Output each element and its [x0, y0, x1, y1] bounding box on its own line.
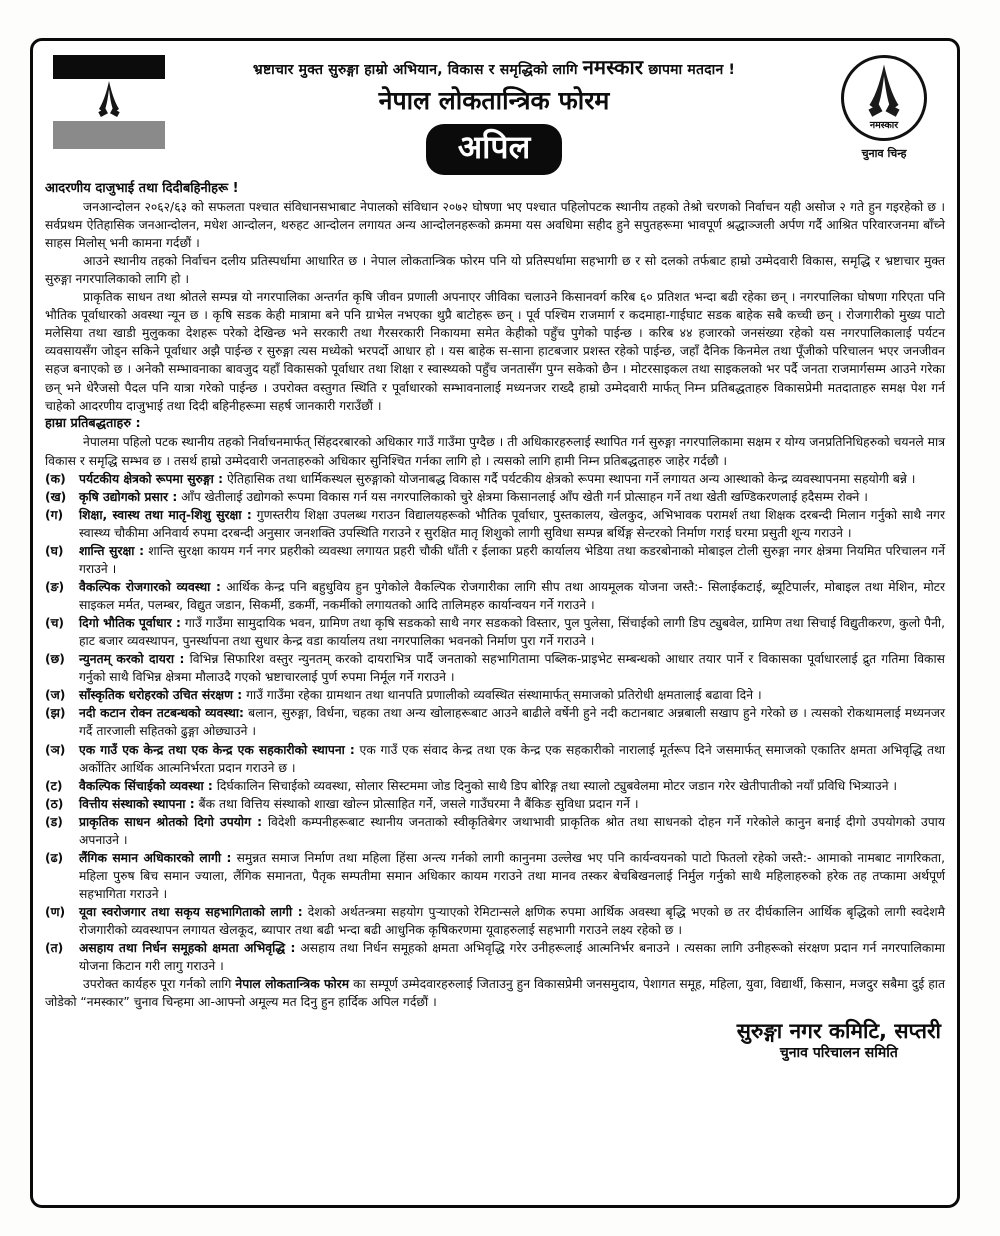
- document-border-frame: [30, 38, 960, 1208]
- election-symbol-circle: [841, 55, 927, 141]
- item-title: कृषि उद्योगको प्रसार :: [79, 489, 178, 504]
- item-letter: (ट): [45, 778, 63, 793]
- item-letter: (क): [45, 471, 66, 486]
- item-text: देशको अर्थतन्त्रमा सहयोग पुर्‍याएको रेमिटान्सले क्षणिक रुपमा आर्थिक अवस्था बृद्धि भएको छ तर दीर्घकालिन आर्थिक बृद्धिको लागी स्वदेशमै रोजगारीको व्यवस्थापन लगायत खेलकूद, ब्यापार तथा बढी भन्दा बढी आधुनिक कृषिकरणमा यूवाहरुलाई सहभागी गराउने लक्ष्य रहेको छ ।: [79, 905, 945, 938]
- slogan-prefix: भ्रष्टाचार मुक्त सुरुङ्गा हाम्रो अभियान, विकास र समृद्धिको लागि: [252, 62, 583, 78]
- commitment-item: [45, 506, 945, 542]
- item-letter: (घ): [45, 543, 64, 558]
- item-text: बैंक तथा वित्तिय संस्थाको शाखा खोल्न प्रोत्साहित गर्ने, जसले गाउँघरमा नै बैंकिङ सुविधा प्रदान गर्ने ।: [194, 796, 639, 811]
- item-letter: (ख): [45, 489, 67, 504]
- item-title: लैंगिक समान अधिकारको लागी :: [79, 850, 232, 865]
- commitment-item: [45, 488, 945, 506]
- item-title: प्राकृतिक साधन श्रोतको दिगो उपयोग :: [79, 814, 263, 829]
- slogan-line: [165, 53, 823, 80]
- item-title: यूवा स्वरोजगार तथा सकृय सहभागिताको लागी :: [79, 905, 303, 920]
- item-letter: (ञ): [45, 742, 66, 757]
- item-text: आँप खेतीलाई उद्योगको रूपमा विकास गर्न यस नगरपालिकाको चुरे क्षेत्रमा किसानलाई आँप खेती गर्न प्रोत्साहन गर्ने तथा खेती खण्डिकरणलाई हदैसम्म रोक्ने ।: [177, 489, 868, 504]
- item-title: न्युनतम् करको दायरा :: [79, 652, 185, 667]
- commitment-item: [45, 686, 945, 704]
- header-center: [165, 47, 823, 175]
- closing-suffix: का सम्पूर्ण उम्मेदवारहरुलाई जिताउनु हुन विकासप्रेमी जनसमुदाय, पेशागत समूह, महिला, युवा, विद्यार्थी, किसान, मजदुर सबैमा दुई हात जोडेको “नमस्कार” चुनाव चिन्हमा आ-आफ्नो अमूल्य मत दिनु हुन हार्दिक अपिल गर्दछौं ।: [45, 977, 945, 1010]
- item-letter: (च): [45, 616, 65, 631]
- commitments-intro: नेपालमा पहिलो पटक स्थानीय तहको निर्वाचनमार्फत् सिंहदरबारको अधिकार गाउँ गाउँमा पुग्दैछ । ती अधिकारहरुलाई स्थापित गर्न सुरुङ्गा नगरपालिकामा सक्षम र योग्य जनप्रतिनिधिहरुको चयनले मात्र विकास र समृद्धि सम्भव छ । तसर्थ हाम्रो उम्मेदवारी जनताहरुको अधिकार सुनिश्चित गर्नका लागि हो । त्यसको लागि हामी निम्न प्रतिबद्धताहरु जाहेर गर्दछौ ।: [45, 435, 945, 468]
- item-text: एक गाउँ एक संवाद केन्द्र तथा एक केन्द्र एक सहकारीको नारालाई मूर्तरूप दिने जसमार्फत् समाजको एकातिर क्षमता अभिवृद्धि तथा अर्कोतिर आर्थिक आत्मनिर्भरता प्रदान गराउने छ ।: [79, 742, 945, 775]
- item-text: आर्थिक केन्द्र पनि बहुधुविय हुन पुगेकोले वैकल्पिक रोजगारीका लागि सीप तथा आयमूलक योजना जस्तै:- सिलाईकटाई, ब्यूटिपार्लर, मोबाइल तथा मेशिन, मोटर साइकल मर्मत, पलम्बर, विद्युत जडान, सिकर्मी, डकर्मी, नकर्मीको लगायतको आदि तालिमहरु कार्यान्वयन गर्ने गराउने ।: [79, 579, 945, 613]
- namaste-hands-icon: [862, 63, 906, 121]
- commitment-item: [45, 470, 945, 488]
- signature-subcommittee: चुनाव परिचालन समिति: [779, 1044, 898, 1061]
- item-text: समुन्नत समाज निर्माण तथा महिला हिंसा अन्त्य गर्नको लागी कानुनमा उल्लेख भए पनि कार्यन्वयनको पाटो फितलो रहेको जस्तै:- आमाको नामबाट नागरिकता, महिला पुरुष बिच समान ज्याला, लैंगिक समानता, पैतृक सम्पतीमा समान अधिकार कायम गराउने तथा मानव तस्कर बेचबिखनलाई निर्मुल गर्नुको साथै महिलाहरुको हरेक तह तप्कामा अर्थपूर्ण सहभागिता गराउने ।: [79, 850, 945, 902]
- commitment-item: [45, 542, 945, 578]
- item-text: ऐतिहासिक तथा धार्मिकस्थल सुरुङ्गाको योजनाबद्ध विकास गर्दै पर्यटकीय क्षेत्रको रूपमा स्थापना गर्ने लगायत अन्य आस्थाको केन्द्र व्यवस्थापनमा सहयोगी बन्ने ।: [223, 471, 916, 486]
- slogan-emphasis: नमस्कार: [582, 55, 644, 79]
- item-title: असहाय तथा निर्धन समूहको क्षमता अभिवृद्धि :: [79, 941, 296, 956]
- commitment-item: [45, 741, 945, 777]
- item-letter: (ठ): [45, 796, 64, 811]
- election-symbol: [823, 47, 945, 161]
- commitment-item: [45, 795, 945, 813]
- flag-black-stripe: [53, 55, 165, 79]
- item-text: गुणस्तरीय शिक्षा उपलब्ध गराउन विद्यालयहरूको भौतिक पूर्वाधार, पुस्तकालय, खेलकुद, अभिभावक परामर्श तथा शिक्षक दरबन्दी मिलान गर्नुको साथै नगर स्वास्थ्य चौकीमा अनिवार्य रुपमा दरबन्दी अनुसार जनशक्ति उपस्थिति गराउने र सुरक्षित मातृ शिशुको लागी सुविधा सम्पन्न बर्थिङ्ग सेन्टरको निर्माण गराई घरमा प्रसुती शून्य गराउने ।: [79, 507, 945, 540]
- signature-block: [45, 1019, 945, 1062]
- item-text: विभिन्न सिफारिश वस्तुर न्युनतम् करको दायराभित्र पार्दै जनताको सहभागितामा पब्लिक-प्राइभेट सम्बन्धको आधार तयार पार्ने र विकासका पूर्वाधारलाई द्रुत गतिमा विकास गर्नुको साथै विभिन्न क्षेत्रमा मौलाउदै गएको भ्रष्टाचारलाई पुर्ण रुपमा निर्मूल गर्ने गराउने ।: [79, 652, 945, 685]
- salutation-line: आदरणीय दाजुभाई तथा दिदीबहिनीहरू !: [45, 180, 239, 196]
- symbol-caption: चुनाव चिन्ह: [861, 147, 907, 160]
- item-letter: (ण): [45, 905, 66, 920]
- appeal-title-badge: अपिल: [426, 124, 563, 175]
- item-title: शिक्षा, स्वास्थ तथा मातृ-शिशु सुरक्षा :: [79, 507, 252, 522]
- item-text: विदेशी कम्पनीहरूबाट स्थानीय जनताको स्वीकृतिबेगर जथाभावी प्राकृतिक श्रोत तथा साधनको दोहन गर्ने गरेकोले कानुन बनाई दीगो उपयोगको उपाय अपनाउने ।: [79, 814, 945, 847]
- commitment-item: [45, 650, 945, 686]
- item-title: नदी कटान रोक्न तटबन्धको व्यवस्था:: [79, 706, 244, 721]
- closing-org-name: नेपाल लोकतान्त्रिक फोरम: [235, 977, 350, 992]
- item-letter: (त): [45, 941, 64, 956]
- item-letter: (ढ): [45, 850, 64, 865]
- commitment-item: [45, 704, 945, 740]
- namaste-hands-icon: [53, 79, 165, 121]
- item-title: साँस्कृतिक धरोहरको उचित संरक्षण :: [79, 688, 243, 703]
- item-title: एक गाउँ एक केन्द्र तथा एक केन्द्र एक सहकारीको स्थापना :: [79, 742, 355, 757]
- item-text: असहाय तथा निर्धन समूहको क्षमता अभिवृद्धि गरेर उनीहरूलाई आत्मनिर्भर बनाउने । त्यसका लागि उनीहरूको संरक्षण प्रदान गर्न नगरपालिकामा योजना किटान गरी लागु गराउने ।: [79, 941, 945, 974]
- document-body: [45, 179, 945, 1062]
- commitment-item: [45, 614, 945, 650]
- paragraph-2: आउने स्थानीय तहको निर्वाचन दलीय प्रतिस्पर्धामा आधारित छ । नेपाल लोकतान्त्रिक फोरम पनि यो प्रतिस्पर्धामा सहभागी छ र सो दलको तर्फबाट हाम्रो उम्मेदवारी विकास, समृद्धि र भ्रष्टाचार मुक्त सुरुङ्गा नगरपालिकाको लागि हो ।: [45, 254, 945, 287]
- item-title: दिगो भौतिक पूर्वाधार :: [79, 616, 181, 631]
- item-title: शान्ति सुरक्षा :: [79, 543, 144, 558]
- item-title: वैकल्पिक सिंचाईको व्यवस्था :: [79, 778, 213, 793]
- commitment-item: [45, 777, 945, 795]
- item-letter: (झ): [45, 706, 66, 721]
- party-flag: [53, 55, 165, 149]
- item-text: गाउँ गाउँमा रहेका ग्रामथान तथा थानपति प्रणालीको व्यवस्थित संस्थामार्फत् समाजको प्रतिरोधी क्षमतालाई बढावा दिने ।: [242, 688, 762, 703]
- paragraph-3: प्राकृतिक साधन तथा श्रोतले सम्पन्न यो नगरपालिका अन्तर्गत कृषि जीवन प्रणाली अपनाएर जीविका चलाउने किसानवर्ग करिब ६० प्रतिशत भन्दा बढी रहेका छन् । नगरपालिका घोषणा गरिएता पनि भौतिक पूर्वाधारको अवस्था न्यून छ । कृषि सडक केही मात्रामा बने पनि ग्राभेल नभएका थुप्रै बाटोहरू छन् । पूर्व पश्चिम राजमार्ग र कदमाहा-गाईघाट सडक बाहेक सबै कच्ची छन् । रोजगारीको मुख्य पाटो मलेसिया तथा खाडी मुलुकका देशहरू परेको देखिन्छ भने सरकारी तथा गैरसरकारी निकायमा समेत केहीको पहुँच पुगेको पाईन्छ । करिब ४४ हजारको जनसंख्या रहेको यस नगरपालिकालाई पर्यटन व्यवसायसँग जोड्न सकिने पूर्वाधार अझै पाईन्छ र सुरुङ्गा त्यस मध्येको भरपर्दो आधार हो । यस बाहेक स-साना हाटबजार प्रशस्त रहेको पाईन्छ, जहाँ दैनिक किनमेल तथा पूँजीको परिचालन भएर जनजीवन सहज बनाएको छ । अनेकौ सम्भावनाका बावजुद यहाँ विकासको पूर्वाधार तथा शिक्षा र स्वास्थ्यको पहुँच जनतासँग पुग्न सकेको छैन । मोटरसाइकल तथा साइकलको भर पर्दै जनता राजमार्गसम्म आउने गरेका छन् भने धेरैजसो पैदल पनि यात्रा गरेको पाईन्छ । उपरोक्त वस्तुगत स्थिति र पूर्वाधारको सम्भावनालाई मध्यनजर राख्दै हाम्रो उम्मेदवारी मार्फत् निम्न प्रतिबद्धताहरु विकासप्रेमी मतदाताहरु समक्ष पेश गर्न चाहेको आदरणीय दाजुभाई तथा दिदी बहिनीहरूमा सहर्ष जानकारी गराउँछौं ।: [45, 290, 945, 413]
- item-title: वित्तीय संस्थाको स्थापना :: [79, 796, 195, 811]
- slogan-suffix: छापमा मतदान !: [643, 62, 736, 78]
- flag-gray-stripe: [53, 121, 165, 149]
- item-letter: (ड): [45, 814, 63, 829]
- organization-name: नेपाल लोकतान्त्रिक फोरम: [378, 86, 610, 115]
- item-text: बलान, सुरुङ्गा, विर्धना, चहका तथा अन्य खोलाहरूबाट आउने बाढीले वर्षेनी हुने नदी कटानबाट अन्नबाली सखाप हुने गरेको छ । त्यसको रोकथामलाई मध्यनजर गर्दै तारजाली सहितको ढुङ्गा ओछ्याउने ।: [79, 706, 945, 739]
- commitments-heading: हाम्रा प्रतिबद्धताहरु :: [45, 415, 141, 431]
- item-title: वैकल्पिक रोजगारको व्यवस्था :: [79, 579, 221, 594]
- commitment-item: [45, 903, 945, 939]
- paragraph-1: जनआन्दोलन २०६२/६३ को सफलता पश्चात संविधानसभाबाट नेपालको संविधान २०७२ घोषणा भए पश्चात पहिलोपटक स्थानीय तहको तेश्रो चरणको निर्वाचन यही असोज २ गते हुन गइरहेको छ । सर्वप्रथम ऐतिहासिक जनआन्दोलन, मधेश आन्दोलन, थरुहट आन्दोलन लगायत अन्य आन्दोलनहरूको क्रममा यस अवधिमा सहीद हुने सपुतहरूमा भावपूर्ण श्रद्धाञ्जली अर्पण गर्दै आश्रित परिवारजनमा बाँच्ने साहस मिलोस् भनी कामना गर्दछौं ।: [45, 199, 945, 251]
- closing-prefix: उपरोक्त कार्यहरु पूरा गर्नको लागि: [83, 977, 236, 992]
- document-header: [45, 47, 945, 175]
- item-letter: (ग): [45, 507, 64, 522]
- symbol-label: नमस्कार: [869, 120, 899, 131]
- commitment-item: [45, 813, 945, 849]
- item-letter: (ङ): [45, 579, 65, 594]
- commitment-item: [45, 939, 945, 975]
- signature-committee: सुरुङ्गा नगर कमिटि, सप्तरी: [736, 1019, 941, 1044]
- item-letter: (ज): [45, 688, 66, 703]
- item-title: पर्यटकीय क्षेत्रको रूपमा सुरुङ्गा :: [79, 471, 224, 486]
- item-text: शान्ति सुरक्षा कायम गर्न नगर प्रहरीको व्यवस्था लगायत प्रहरी चौकी धाँती र ईलाका प्रहरी कार्यालय भेडिया तथा कडरबोनाको मोबाइल टोली सुरुङ्गा नगर क्षेत्रमा नियमित परिचालन गर्ने गराउने ।: [79, 543, 945, 576]
- commitment-item: [45, 849, 945, 903]
- item-text: गाउँ गाउँमा सामुदायिक भवन, ग्रामिण तथा कृषि सडकको साथै नगर सडकको विस्तार, पुल पुलेसा, सिंचाईको लागी डिप ट्युबवेल, ग्रामिण तथा सिचाई विद्युतीकरण, कुलो पैनी, हाट बजार व्यवस्थापन, पुनर्स्थापना तथा सुधार केन्द्र वडा कार्यालय तथा नगरपालिका भवनको निर्माण पुरा गर्ने गराउने ।: [79, 616, 945, 649]
- commitment-item: [45, 578, 945, 614]
- closing-paragraph: [45, 975, 945, 1011]
- item-letter: (छ): [45, 652, 65, 667]
- item-text: दिर्घकालिन सिचाईको व्यवस्था, सोलार सिस्टममा जोड दिनुको साथै डिप बोरिङ्ग तथा स्यालो ट्युबवेलमा मोटर जडान गरेर खेतीपातीको नयाँ प्रविधि भित्र्याउने ।: [212, 778, 898, 793]
